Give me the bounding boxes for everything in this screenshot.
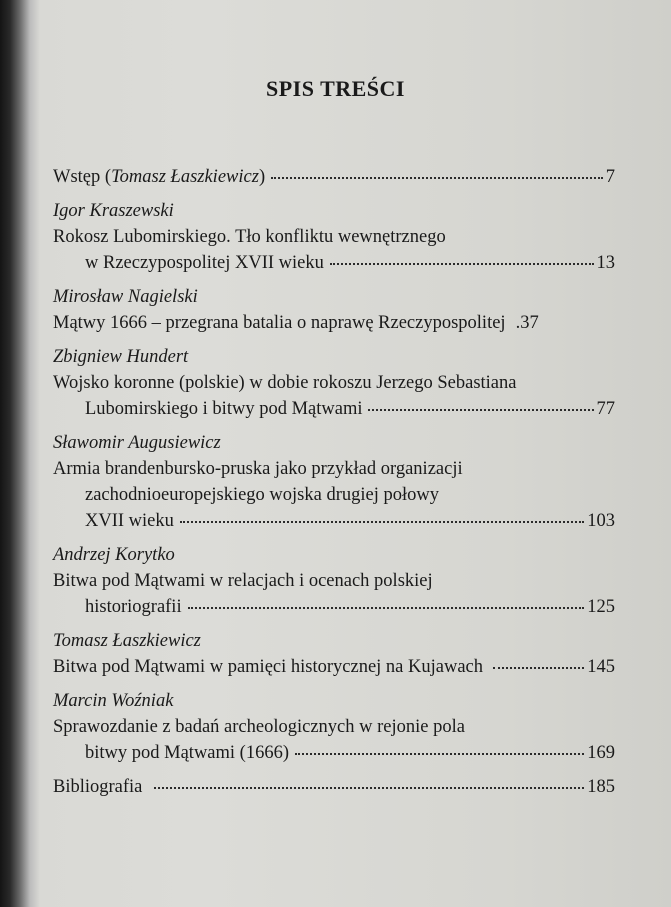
table-of-contents: [53, 164, 615, 808]
toc-entry-bibliography: [53, 774, 615, 800]
entry-title-line: zachodnioeuropejskiego wojska drugiej połowy: [85, 485, 439, 505]
toc-line: [53, 310, 615, 336]
intro-author: Tomasz Łaszkiewicz: [111, 167, 259, 187]
dot-leader: [330, 261, 594, 265]
page-number: .37: [515, 313, 539, 333]
entry-author: Zbigniew Hundert: [53, 347, 189, 367]
toc-entry-intro: [53, 164, 615, 190]
toc-entry: [53, 198, 615, 276]
intro-close: ): [258, 167, 266, 187]
dot-leader: [271, 175, 603, 179]
entry-author: Andrzej Korytko: [53, 545, 175, 565]
page-number: 7: [605, 167, 615, 187]
page-number: 125: [587, 597, 615, 617]
entry-author: Marcin Woźniak: [53, 691, 174, 711]
toc-entry: [53, 284, 615, 336]
toc-line: [53, 508, 615, 534]
toc-entry: [53, 344, 615, 422]
toc-entry: [53, 688, 615, 766]
toc-line: [53, 594, 615, 620]
toc-entry: [53, 628, 615, 680]
toc-line: [53, 396, 615, 422]
entry-author: Sławomir Augusiewicz: [53, 433, 221, 453]
dot-leader: [493, 665, 584, 669]
toc-line: [53, 164, 615, 190]
entry-title-line: historiografii: [85, 597, 182, 617]
entry-title-line: w Rzeczypospolitej XVII wieku: [85, 253, 324, 273]
entry-title-line: Wojsko koronne (polskie) w dobie rokoszu Jerzego Sebastiana: [53, 373, 517, 393]
dot-leader: [180, 519, 584, 523]
page-number: 103: [587, 511, 615, 531]
page-number: 77: [596, 399, 615, 419]
entry-title-line: Mątwy 1666 – przegrana batalia o naprawę Rzeczypospolitej: [53, 313, 506, 333]
dot-leader: [188, 605, 585, 609]
entry-title-line: Rokosz Lubomirskiego. Tło konfliktu wewnętrznego: [53, 227, 446, 247]
entry-author: Igor Kraszewski: [53, 201, 174, 221]
toc-line: [53, 250, 615, 276]
entry-title-line: XVII wieku: [85, 511, 174, 531]
toc-line: [53, 774, 615, 800]
page-number: 145: [587, 657, 615, 677]
entry-title-line: Sprawozdanie z badań archeologicznych w rejonie pola: [53, 717, 465, 737]
dot-leader: [295, 751, 584, 755]
entry-title-line: Bitwa pod Mątwami w pamięci historycznej na Kujawach: [53, 657, 483, 677]
toc-entry: [53, 542, 615, 620]
toc-line: [53, 740, 615, 766]
toc-line: [53, 654, 615, 680]
page-title: SPIS TREŚCI: [266, 76, 405, 101]
entry-title-line: Armia brandenbursko-pruska jako przykład organizacji: [53, 459, 463, 479]
intro-label: Wstęp (: [53, 167, 112, 187]
entry-author: Mirosław Nagielski: [53, 287, 198, 307]
page-number: 185: [587, 777, 615, 797]
entry-title-line: Lubomirskiego i bitwy pod Mątwami: [85, 399, 363, 419]
dot-leader: [154, 785, 584, 789]
page-number: 169: [587, 743, 615, 763]
page-number: 13: [596, 253, 615, 273]
dot-leader: [368, 407, 593, 411]
toc-entry: [53, 430, 615, 534]
entry-title-line: bitwy pod Mątwami (1666): [85, 743, 289, 763]
bibliography-label: Bibliografia: [53, 777, 143, 797]
entry-author: Tomasz Łaszkiewicz: [53, 631, 201, 651]
entry-title-line: Bitwa pod Mątwami w relacjach i ocenach polskiej: [53, 571, 433, 591]
